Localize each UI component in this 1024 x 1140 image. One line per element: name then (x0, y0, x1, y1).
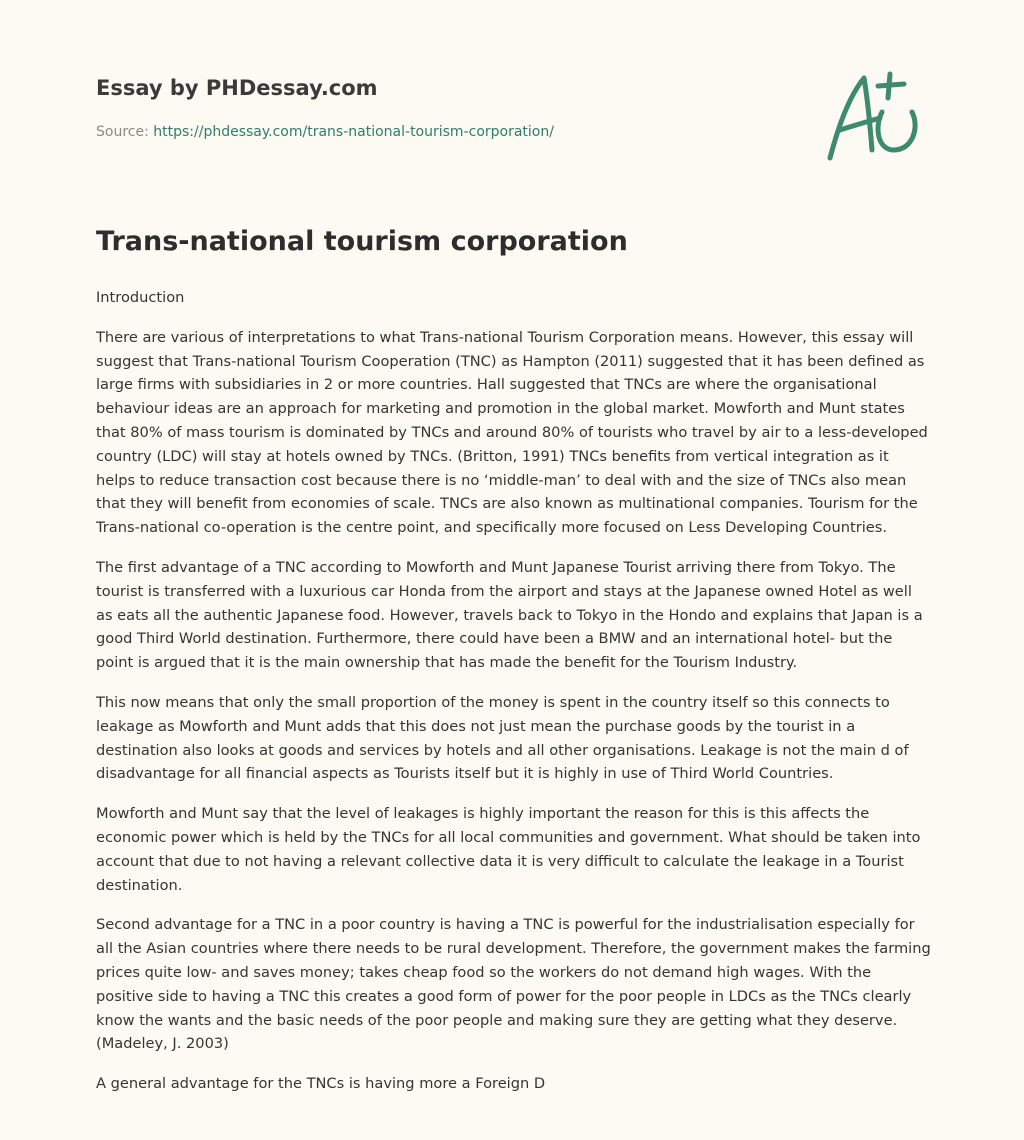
a-plus-icon (824, 68, 928, 164)
essay-section-heading: Introduction (96, 289, 185, 306)
site-title: Essay by PHDessay.com (96, 76, 378, 100)
essay-body (96, 286, 932, 1112)
essay-title: Trans-national tourism corporation (96, 226, 628, 257)
essay-paragraph: This now means that only the small proportion of the money is spent in the country itself so this connects to leakage as Mowforth and Munt adds that this does not just mean the purchase goods by the tourist in a destination also looks at goods and services by hotels and all other organisations. Leakage is not the main d of disadvantage for all financial aspects as Tourists itself but it is highly in use of Third World Countries. (96, 693, 909, 783)
essay-paragraph: Mowforth and Munt say that the level of leakages is highly important the reason for this is this affects the economic power which is held by the TNCs for all local communities and government. What should be taken into account that due to not having a relevant collective data it is very difficult to calculate the leakage in a Tourist destination. (96, 805, 921, 894)
essay-paragraph: A general advantage for the TNCs is having more a Foreign D (96, 1075, 546, 1093)
source-link[interactable]: https://phdessay.com/trans-national-tourism-corporation/ (153, 124, 554, 140)
source-line (96, 124, 554, 140)
essay-paragraph: The first advantage of a TNC according to Mowforth and Munt Japanese Tourist arriving there from Tokyo. The tourist is transferred with a luxurious car Honda from the airport and stays at the Japanese owned Hotel as well as eats all the authentic Japanese food. However, travels back to Tokyo in the Hondo and explains that Japan is a good Third World destination. Furthermore, there could have been a BMW and an international hotel- but the point is argued that it is the main ownership that has made the benefit for the Tourism Industry. (96, 558, 923, 672)
essay-paragraph: Second advantage for a TNC in a poor country is having a TNC is powerful for the industrialisation especially for all the Asian countries where there needs to be rural development. Therefore, the government makes the farming prices quite low- and saves money; takes cheap food so the workers do not demand high wages. With the positive side to having a TNC this creates a good form of power for the poor people in LDCs as the TNCs clearly know the wants and the basic needs of the poor people and making sure they are getting what they deserve. (Madeley, J. 2003) (96, 916, 931, 1053)
essay-paragraph: There are various of interpretations to what Trans-national Tourism Corporation means. However, this essay will suggest that Trans-national Tourism Cooperation (TNC) as Hampton (2011) suggested that it has been defined as large firms with subsidiaries in 2 or more countries. Hall suggested that TNCs are where the organisational behaviour ideas are an approach for marketing and promotion in the global market. Mowforth and Munt states that 80% of mass tourism is dominated by TNCs and around 80% of tourists who travel by air to a less-developed country (LDC) will stay at hotels owned by TNCs. (Britton, 1991) TNCs benefits from vertical integration as it helps to reduce transaction cost because there is no ‘middle-man’ to deal with and the size of TNCs also mean that they will benefit from economies of scale. TNCs are also known as multinational companies. Tourism for the Trans-national co-operation is the centre point, and specifically more focused on Less Developing Countries. (96, 328, 928, 537)
source-label: Source: (96, 124, 154, 140)
